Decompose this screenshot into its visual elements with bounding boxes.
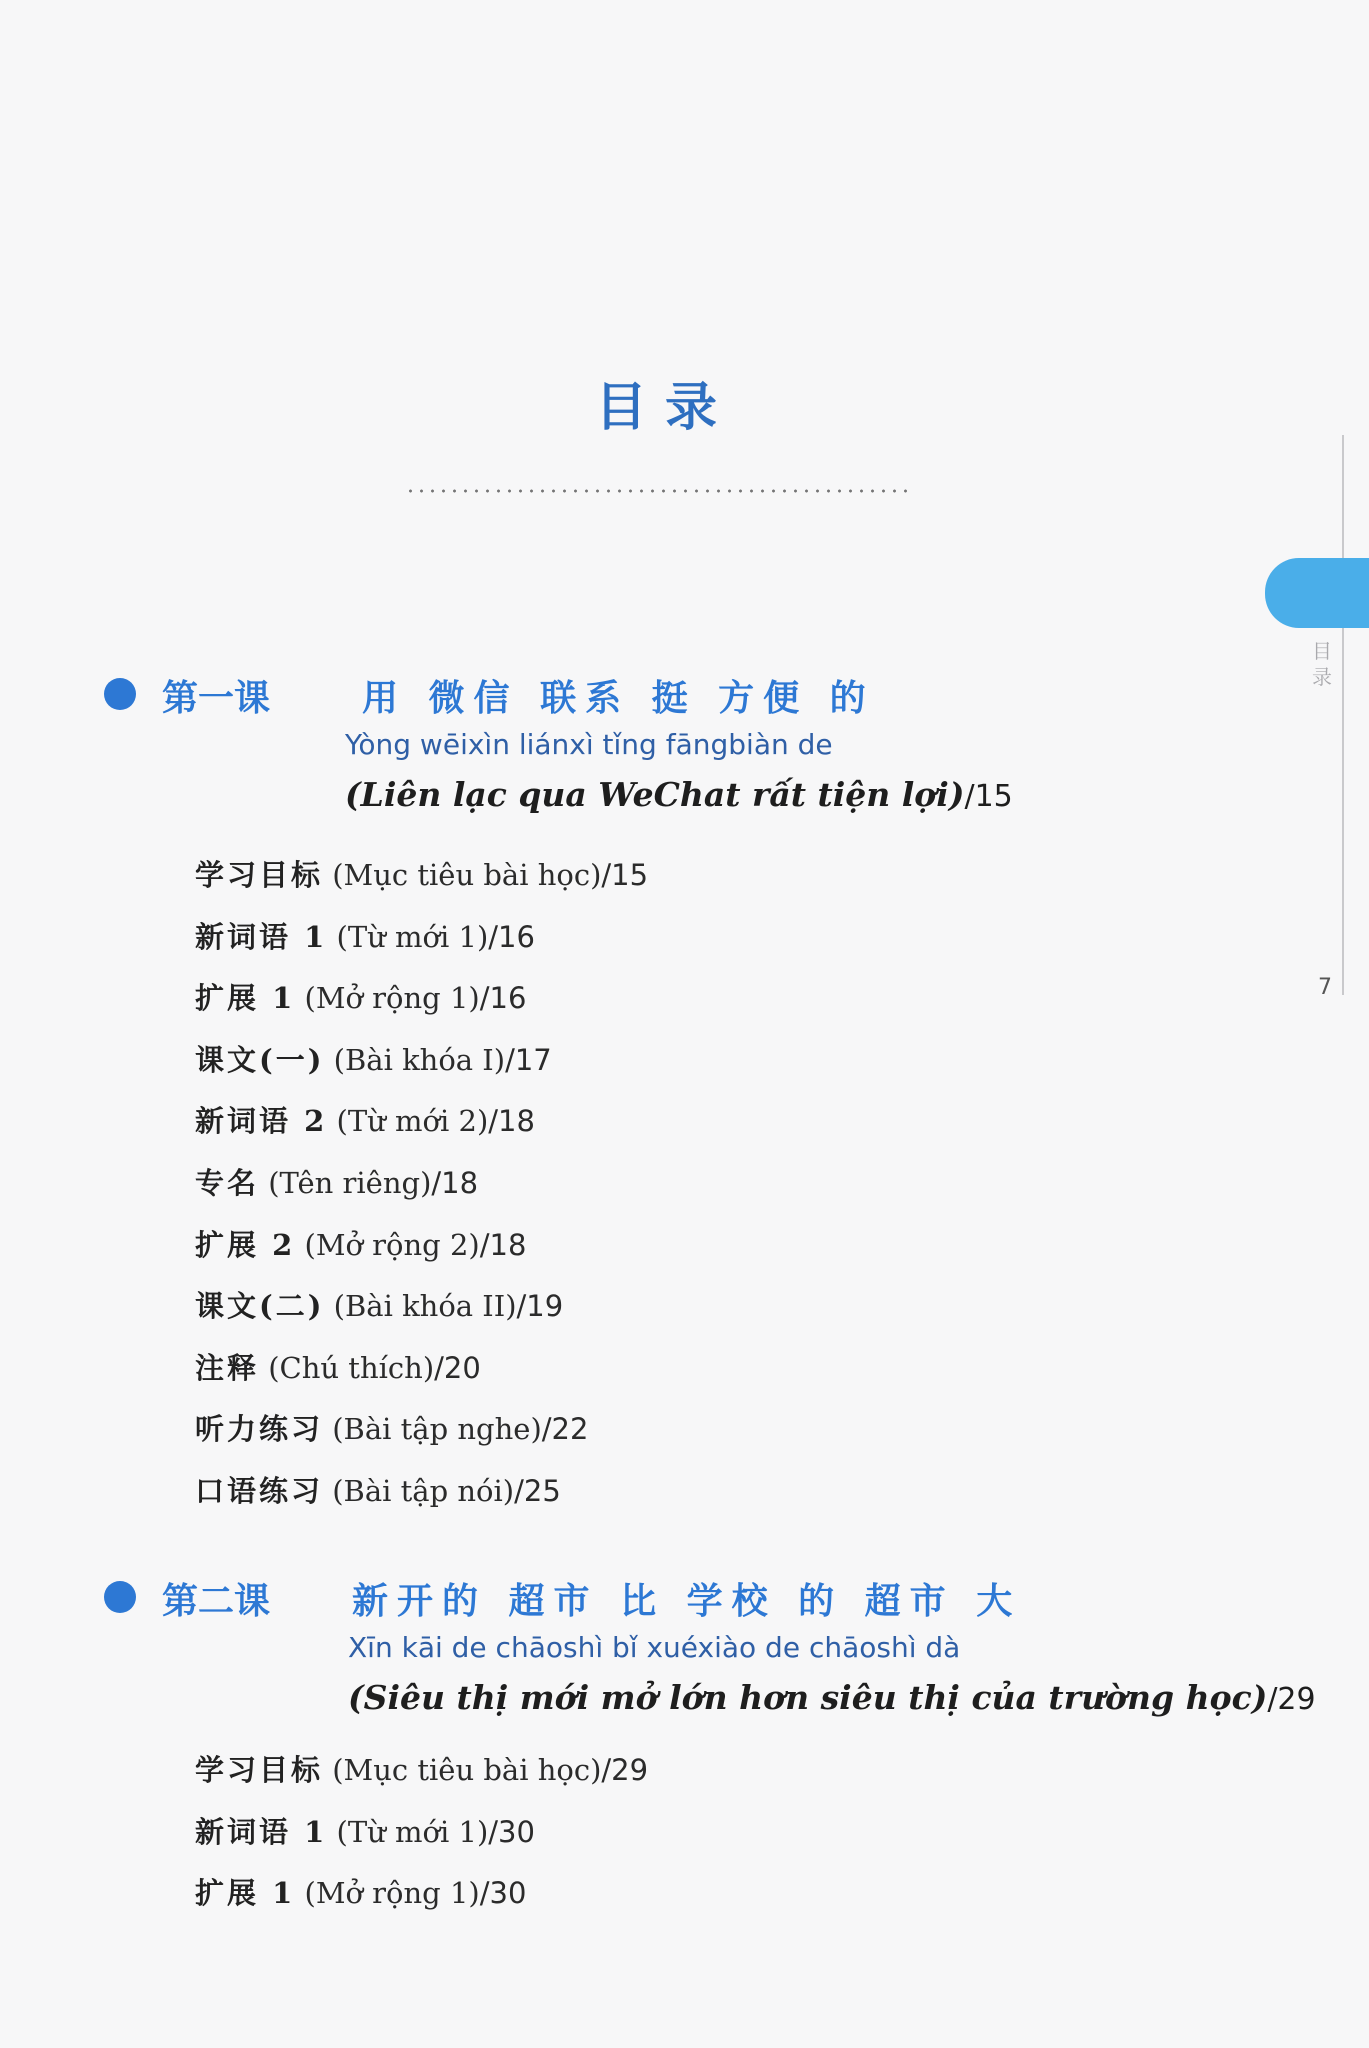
lesson-title-vn-text: (Siêu thị mới mở lớn hơn siêu thị của trường học) xyxy=(348,1678,1268,1717)
toc-item-page: /25 xyxy=(514,1473,561,1508)
toc-item-cn: 学习目标 xyxy=(195,858,324,892)
toc-item-page: /15 xyxy=(601,858,649,892)
side-tab-marker[interactable] xyxy=(1265,558,1369,628)
toc-item-vn: (Bài khóa I) xyxy=(324,1042,506,1077)
toc-item-page: /20 xyxy=(434,1350,481,1385)
toc-item-cn: 新词语 2 xyxy=(195,1104,328,1139)
toc-item-vn: (Chú thích) xyxy=(259,1350,435,1385)
toc-item[interactable] xyxy=(195,1223,648,1285)
toc-item-vn: (Mục tiêu bài học) xyxy=(323,858,602,892)
lesson-title-page: /29 xyxy=(1267,1682,1316,1717)
lesson-title-vn-text: (Liên lạc qua WeChat rất tiện lợi) xyxy=(345,775,965,814)
toc-item-cn: 新词语 1 xyxy=(195,1814,328,1849)
toc-item-cn: 课文(二) xyxy=(195,1289,325,1324)
toc-item[interactable] xyxy=(195,1346,648,1408)
lesson-title-cn: 用 微信 联系 挺 方便 的 xyxy=(362,678,875,719)
lesson-label: 第一课 xyxy=(162,678,271,719)
toc-item-cn: 扩展 1 xyxy=(195,981,296,1016)
side-tab-line xyxy=(1342,435,1344,995)
toc-item-vn: (Từ mới 1) xyxy=(327,1814,489,1849)
lesson-title-cn: 新开的 超市 比 学校 的 超市 大 xyxy=(352,1581,1022,1622)
toc-item[interactable] xyxy=(195,1748,648,1810)
lesson-title-page: /15 xyxy=(964,779,1013,814)
lesson-2-items xyxy=(195,1748,648,1933)
dotted-divider xyxy=(405,488,915,494)
toc-item-cn: 口语练习 xyxy=(195,1473,324,1508)
lesson-title-vn xyxy=(345,775,1013,814)
toc-item-cn: 课文(一) xyxy=(195,1042,325,1077)
toc-item-vn: (Mục tiêu bài học) xyxy=(323,1753,602,1787)
toc-item[interactable] xyxy=(195,1161,648,1223)
toc-item-vn: (Tên riêng) xyxy=(259,1165,432,1200)
toc-item-cn: 注释 xyxy=(195,1350,260,1385)
side-tab-label: 目录 xyxy=(1312,639,1332,689)
bullet-dot-icon xyxy=(104,678,136,710)
toc-item[interactable] xyxy=(195,853,648,915)
toc-item-cn: 学习目标 xyxy=(195,1753,324,1787)
toc-item[interactable] xyxy=(195,1810,648,1872)
toc-item-page: /22 xyxy=(541,1412,589,1447)
toc-item-cn: 扩展 1 xyxy=(195,1876,296,1911)
page-number: 7 xyxy=(1318,975,1332,1000)
toc-item[interactable] xyxy=(195,1407,648,1469)
toc-item[interactable] xyxy=(195,1099,648,1161)
lesson-title-vn xyxy=(348,1678,1316,1717)
toc-item[interactable] xyxy=(195,1871,648,1933)
toc-item[interactable] xyxy=(195,915,648,977)
toc-item-page: /16 xyxy=(488,919,535,954)
bullet-dot-icon xyxy=(104,1581,136,1613)
page-title: 目录 xyxy=(594,378,735,438)
toc-item-vn: (Từ mới 2) xyxy=(327,1104,489,1139)
toc-item-page: /16 xyxy=(479,981,527,1016)
toc-item-cn: 扩展 2 xyxy=(195,1227,296,1262)
toc-item[interactable] xyxy=(195,1284,648,1346)
toc-item-cn: 专名 xyxy=(195,1165,260,1200)
toc-item[interactable] xyxy=(195,1469,648,1531)
toc-item-page: /18 xyxy=(479,1227,527,1262)
toc-item-vn: (Bài tập nghe) xyxy=(323,1412,542,1447)
toc-item-page: /29 xyxy=(601,1753,649,1787)
toc-item-vn: (Bài khóa II) xyxy=(324,1289,517,1324)
toc-item-vn: (Mở rộng 1) xyxy=(295,981,480,1016)
lesson-1-items xyxy=(195,853,648,1531)
toc-item-page: /30 xyxy=(488,1814,535,1849)
toc-item-page: /19 xyxy=(516,1289,564,1324)
lesson-title-pinyin: Yòng wēixìn liánxì tǐng fāngbiàn de xyxy=(345,728,833,761)
toc-item-vn: (Từ mới 1) xyxy=(327,919,489,954)
lesson-title-pinyin: Xīn kāi de chāoshì bǐ xuéxiào de chāoshì dà xyxy=(348,1631,961,1664)
toc-item-page: /18 xyxy=(431,1165,479,1200)
toc-item[interactable] xyxy=(195,1038,648,1100)
toc-item-page: /18 xyxy=(488,1104,535,1139)
toc-item[interactable] xyxy=(195,976,648,1038)
toc-item-vn: (Mở rộng 2) xyxy=(295,1227,480,1262)
toc-item-vn: (Bài tập nói) xyxy=(323,1473,515,1508)
toc-item-page: /30 xyxy=(479,1876,527,1911)
toc-item-cn: 新词语 1 xyxy=(195,919,328,954)
lesson-label: 第二课 xyxy=(162,1581,271,1622)
toc-item-vn: (Mở rộng 1) xyxy=(295,1876,480,1911)
toc-item-cn: 听力练习 xyxy=(195,1412,324,1447)
toc-item-page: /17 xyxy=(505,1042,552,1077)
